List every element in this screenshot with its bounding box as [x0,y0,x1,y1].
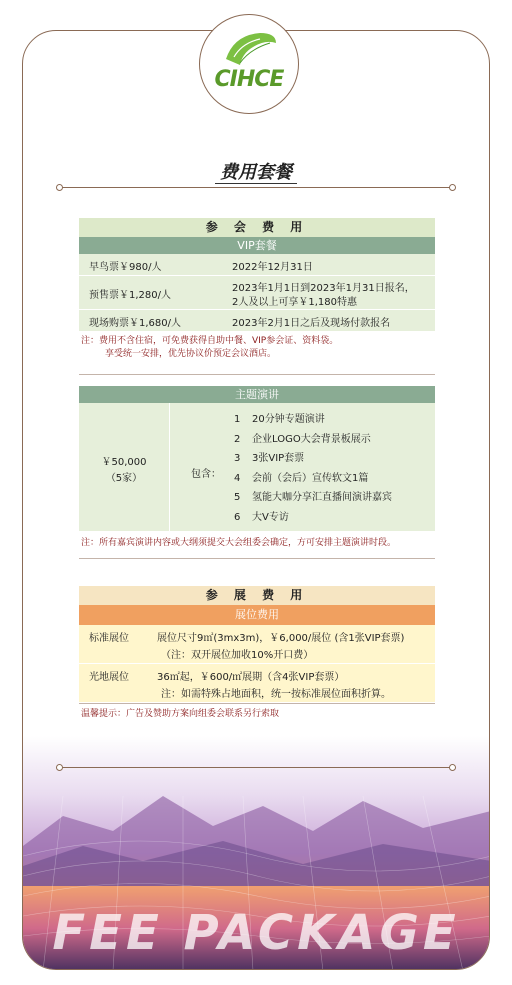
keynote-note: 注：所有嘉宾演讲内容或大纲须提交大会组委会确定，方可安排主题演讲时段。 [81,538,397,548]
keynote-section [79,386,435,550]
leaf-icon [220,29,280,69]
keynote-item: 6 大V专访 [234,511,289,523]
ticket-label: 早鸟票￥980/人 [89,262,162,273]
ticket-row [79,276,435,310]
keynote-items [234,410,392,527]
logo-text: CIHCE [214,67,284,92]
note-line: 享受统一安排，优先协议价预定会议酒店。 [105,349,277,359]
title-underline [215,183,297,184]
divider-top [62,187,450,188]
vip-package-subheader: VIP套餐 [79,237,435,254]
ticket-row [79,310,435,332]
keynote-item: 5 氢能大咖分享汇直播间演讲嘉宾 [234,492,392,503]
ticket-label: 预售票￥1,280/人 [89,290,171,301]
booth-row [79,625,435,664]
keynote-price-cell [79,403,170,531]
ticket-desc: 2023年1月1日到2023年1月31日报名， [232,283,415,294]
logo-badge [199,14,299,114]
keynote-body [79,403,435,531]
ticket-desc: 2人及以上可享￥1,180特惠 [232,297,357,308]
keynote-price: ￥50,000 [101,457,147,468]
keynote-quota: （5家） [105,473,143,484]
booth-desc: 展位尺寸9㎡(3mx3m)，￥6,000/展位 (含1张VIP套票) [157,633,405,644]
booth-fee-subheader: 展位费用 [79,605,435,625]
keynote-subheader: 主题演讲 [79,386,435,403]
includes-label: 包含： [191,469,221,480]
ticket-desc: 2022年12月31日 [232,262,313,273]
booth-label: 光地展位 [89,672,129,683]
fee-package-banner: FEE PACKAGE [52,905,460,961]
keynote-item: 3 3张VIP套票 [234,453,305,464]
booth-label: 标准展位 [89,633,129,644]
divider-bottom [62,767,450,768]
page-title: 费用套餐 [220,162,292,183]
participation-header: 参 会 费 用 [79,218,435,237]
section-rule [79,374,435,375]
participation-section [79,218,435,361]
booth-desc: 36㎡起，￥600/㎡展期（含4张VIP套票） [157,672,345,683]
keynote-item: 2 企业LOGO大会背景板展示 [234,433,371,445]
section-rule [79,558,435,559]
participation-note [79,332,435,361]
ticket-desc: 2023年2月1日之后及现场付款报名 [232,318,391,329]
ticket-label: 现场购票￥1,680/人 [89,318,181,329]
booth-desc: 注：如需特殊占地面积，统一按标准展位面积折算。 [161,689,391,700]
keynote-item: 1 20分钟专题演讲 [234,414,325,425]
exhibition-section [79,586,435,721]
note-line: 注：费用不含住宿，可免费获得自助中餐、VIP参会证、资料袋。 [81,336,339,346]
exhibition-header: 参 展 费 用 [79,586,435,605]
ticket-row [79,254,435,276]
booth-row [79,664,435,703]
exhibition-tip: 温馨提示：广告及赞助方案向组委会联系另行索取 [81,709,280,719]
keynote-item: 4 会前（会后）宣传软文1篇 [234,472,369,484]
section-rule [79,703,435,704]
booth-desc: （注：双开展位加收10%开口费） [161,650,314,661]
